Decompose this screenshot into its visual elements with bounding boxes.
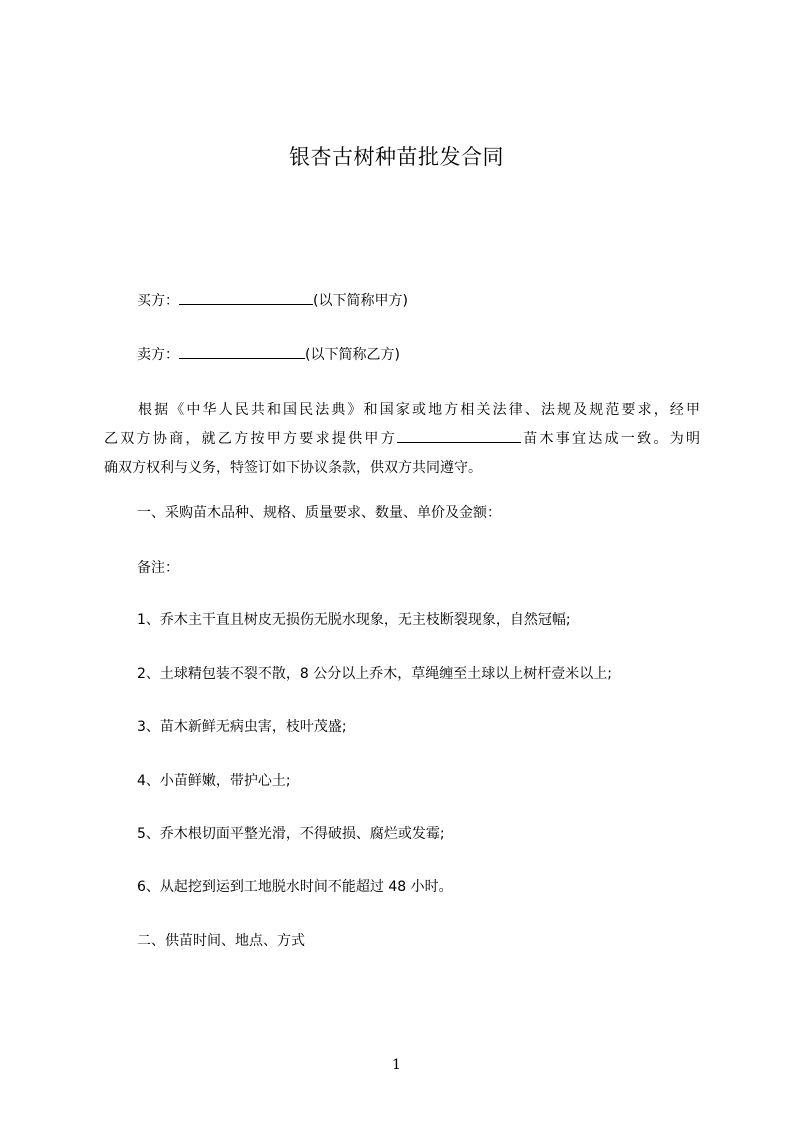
buyer-name-blank [179,290,313,305]
page-number: 1 [392,1057,401,1073]
seedling-variety-blank [397,428,521,443]
remark-item: 2、土球精包装不裂不散，8 公分以上乔木，草绳缠至土球以上树杆壹米以上; [137,666,612,682]
document-title: 银杏古树种苗批发合同 [289,145,504,169]
remarks-label: 备注： [137,560,179,576]
seller-line [137,344,400,365]
remark-item: 3、苗木新鲜无病虫害，枝叶茂盛; [137,719,347,735]
remark-item: 1、乔木主干直且树皮无损伤无脱水现象，无主枝断裂现象，自然冠幅; [137,612,571,628]
seller-suffix: (以下简称乙方) [305,347,400,363]
remark-item: 4、小苗鲜嫩，带护心土; [137,773,291,789]
preamble-line-2-end: 苗木事宜达成一致。为明 [520,431,701,447]
preamble-paragraph [104,396,700,483]
section-1-heading: 一、采购苗木品种、规格、质量要求、数量、单价及金额： [137,505,501,521]
preamble-line-2-start: 乙双方协商，就乙方按甲方要求提供甲方 [104,431,397,447]
preamble-line-2 [104,425,700,454]
preamble-line-1: 根据《中华人民共和国民法典》和国家或地方相关法律、法规及规范要求，经甲 [138,402,700,418]
buyer-suffix: (以下简称甲方) [313,293,408,309]
preamble-line-3: 确双方权利与义务，特签订如下协议条款，供双方共同遵守。 [104,460,482,476]
remark-item: 5、乔木根切面平整光滑，不得破损、腐烂或发霉; [137,826,445,842]
buyer-line [137,290,408,311]
seller-name-blank [179,344,305,359]
remark-item: 6、从起挖到运到工地脱水时间不能超过 48 小时。 [137,879,453,895]
buyer-label: 买方： [137,293,179,309]
section-2-heading: 二、供苗时间、地点、方式 [137,933,305,949]
seller-label: 卖方： [137,347,179,363]
